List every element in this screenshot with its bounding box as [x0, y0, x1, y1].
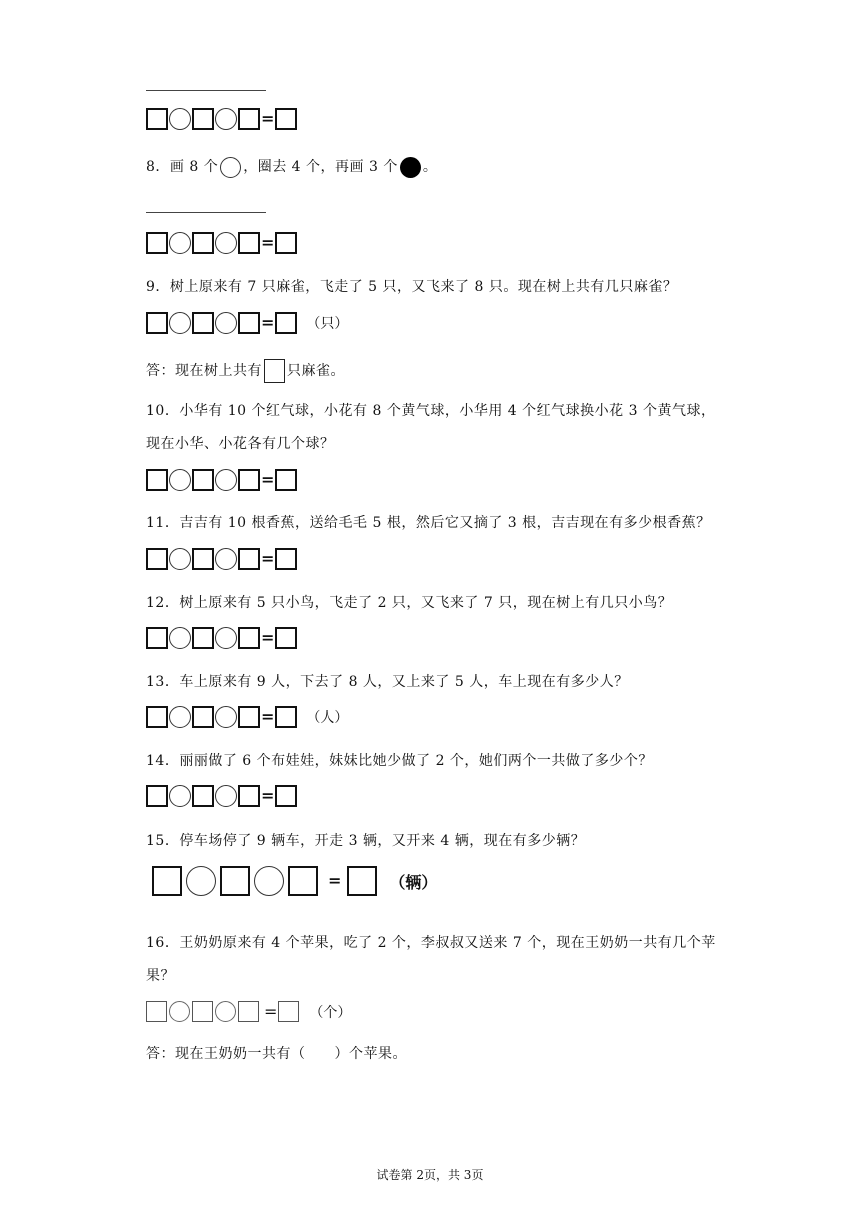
equals-sign: = — [264, 1001, 278, 1021]
answer-square[interactable] — [238, 312, 260, 334]
equation-template — [146, 108, 298, 130]
equation-template — [146, 706, 348, 728]
operator-circle[interactable] — [215, 627, 237, 649]
answer-square[interactable] — [275, 469, 297, 491]
answer-square[interactable] — [192, 706, 214, 728]
answer-square[interactable] — [146, 548, 168, 570]
equation-template-light — [146, 1001, 351, 1022]
equals-sign: = — [328, 871, 342, 890]
answer-square[interactable] — [238, 548, 260, 570]
answer-square[interactable] — [192, 627, 214, 649]
equals-sign: = — [261, 549, 275, 568]
equation-template — [146, 312, 348, 334]
equals-sign: = — [261, 313, 275, 332]
question-16-line-2: 果？ — [146, 968, 175, 984]
operator-circle[interactable] — [169, 469, 191, 491]
operator-circle[interactable] — [215, 232, 237, 254]
equation-template — [146, 548, 298, 570]
answer-square[interactable] — [152, 866, 182, 896]
operator-circle[interactable] — [169, 627, 191, 649]
answer-square[interactable] — [192, 108, 214, 130]
question-10-line-1: 10．小华有 10 个红气球，小花有 8 个黄气球，小华用 4 个红气球换小花 3 个黄气球， — [146, 403, 716, 419]
unit-label: （只） — [306, 316, 349, 332]
operator-circle[interactable] — [215, 108, 237, 130]
answer-square[interactable] — [192, 785, 214, 807]
answer-square[interactable] — [146, 1001, 167, 1022]
operator-circle[interactable] — [215, 785, 237, 807]
question-9-answer: 答：现在树上共有 只麻雀。 — [146, 359, 345, 383]
question-13: 13．车上原来有 9 人，下去了 8 人，又上来了 5 人，车上现在有多少人？ — [146, 674, 629, 690]
answer-square[interactable] — [146, 312, 168, 334]
operator-circle[interactable] — [186, 866, 216, 896]
answer-square[interactable] — [288, 866, 318, 896]
equation-template-large — [152, 866, 437, 896]
operator-circle[interactable] — [169, 785, 191, 807]
answer-square[interactable] — [238, 108, 260, 130]
operator-circle[interactable] — [215, 706, 237, 728]
equation-template — [146, 627, 298, 649]
answer-square[interactable] — [275, 548, 297, 570]
operator-circle[interactable] — [169, 706, 191, 728]
equation-template — [146, 469, 298, 491]
operator-circle[interactable] — [215, 469, 237, 491]
answer-square[interactable] — [275, 232, 297, 254]
equation-template — [146, 232, 298, 254]
answer-square[interactable] — [192, 548, 214, 570]
answer-square[interactable] — [275, 785, 297, 807]
answer-square[interactable] — [146, 232, 168, 254]
question-14: 14．丽丽做了 6 个布娃娃，妹妹比她少做了 2 个，她们两个一共做了多少个？ — [146, 753, 653, 769]
answer-box[interactable] — [264, 359, 285, 383]
answer-square[interactable] — [146, 627, 168, 649]
question-10-line-2: 现在小华、小花各有几个球？ — [146, 436, 335, 452]
operator-circle[interactable] — [215, 548, 237, 570]
equals-sign: = — [261, 470, 275, 489]
answer-square[interactable] — [238, 706, 260, 728]
filled-circle-icon — [400, 157, 421, 178]
answer-square[interactable] — [192, 469, 214, 491]
answer-blank-line[interactable] — [146, 90, 266, 91]
answer-square[interactable] — [238, 785, 260, 807]
operator-circle[interactable] — [215, 312, 237, 334]
question-8: 8．画 8 个 ，圈去 4 个，再画 3 个 。 — [146, 156, 437, 178]
answer-square[interactable] — [192, 312, 214, 334]
answer-square[interactable] — [146, 108, 168, 130]
answer-square[interactable] — [238, 232, 260, 254]
question-15: 15．停车场停了 9 辆车，开走 3 辆，又开来 4 辆，现在有多少辆？ — [146, 833, 586, 849]
answer-square[interactable] — [275, 706, 297, 728]
answer-square[interactable] — [146, 706, 168, 728]
answer-square[interactable] — [275, 627, 297, 649]
answer-square[interactable] — [275, 312, 297, 334]
equation-template — [146, 785, 298, 807]
answer-square[interactable] — [146, 785, 168, 807]
answer-blank-line[interactable] — [146, 212, 266, 213]
answer-square[interactable] — [192, 232, 214, 254]
equals-sign: = — [261, 109, 275, 128]
equals-sign: = — [261, 233, 275, 252]
answer-square[interactable] — [238, 627, 260, 649]
equals-sign: = — [261, 628, 275, 647]
question-16-line-1: 16．王奶奶原来有 4 个苹果，吃了 2 个，李叔叔又送来 7 个，现在王奶奶一共有几个苹 — [146, 935, 716, 951]
operator-circle[interactable] — [254, 866, 284, 896]
hollow-circle-icon — [220, 157, 241, 178]
operator-circle[interactable] — [169, 232, 191, 254]
operator-circle[interactable] — [169, 548, 191, 570]
question-16-answer: 答：现在王奶奶一共有（ ）个苹果。 — [146, 1046, 407, 1062]
question-12: 12．树上原来有 5 只小鸟，飞走了 2 只，又飞来了 7 只，现在树上有几只小鸟？ — [146, 595, 673, 611]
question-9: 9．树上原来有 7 只麻雀，飞走了 5 只，又飞来了 8 只。现在树上共有几只麻雀？ — [146, 279, 678, 295]
operator-circle[interactable] — [169, 108, 191, 130]
question-11: 11．吉吉有 10 根香蕉，送给毛毛 5 根，然后它又摘了 3 根，吉吉现在有多少根香蕉？ — [146, 515, 711, 531]
operator-circle[interactable] — [215, 1001, 236, 1022]
answer-square[interactable] — [275, 108, 297, 130]
operator-circle[interactable] — [169, 312, 191, 334]
unit-label: （辆） — [389, 872, 438, 892]
answer-square[interactable] — [192, 1001, 213, 1022]
unit-label: （人） — [306, 710, 349, 726]
operator-circle[interactable] — [169, 1001, 190, 1022]
unit-label: （个） — [309, 1004, 352, 1021]
answer-square[interactable] — [347, 866, 377, 896]
equals-sign: = — [261, 707, 275, 726]
answer-square[interactable] — [238, 1001, 259, 1022]
answer-square[interactable] — [220, 866, 250, 896]
answer-square[interactable] — [238, 469, 260, 491]
equals-sign: = — [261, 786, 275, 805]
answer-square[interactable] — [278, 1001, 299, 1022]
page-footer: 试卷第 2页，共 3页 — [376, 1168, 484, 1182]
answer-square[interactable] — [146, 469, 168, 491]
